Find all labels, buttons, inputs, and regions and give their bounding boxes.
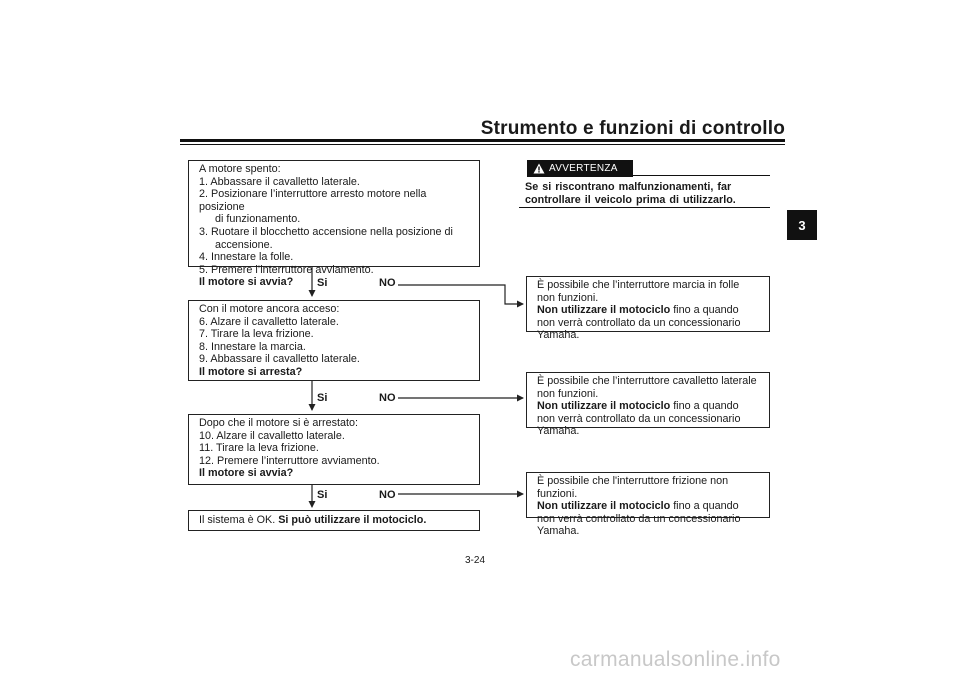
yes-label-1: Si [317,277,328,289]
step-line: 2. Posizionare l’interruttore arresto motore nella posizione [199,188,427,213]
fault-rest: fino a quando non verrà controllato da un concessionario Yamaha. [537,400,741,438]
step-line: 4. Innestare la folle. [199,251,294,264]
step-line: accensione. [215,238,273,251]
fault-text: È possibile che l'interruttore frizione non funzioni. [537,475,729,500]
fault-box-3 [526,472,770,538]
fault-box-2 [526,372,770,438]
step-line: 1. Abbassare il cavalletto laterale. [199,175,360,188]
step-line: 7. Tirare la leva frizione. [199,328,314,341]
step-line: 12. Premere l’interruttore avviamento. [199,454,380,467]
step-question: Il motore si arresta? [199,365,303,378]
step-line: 11. Tirare la leva frizione. [199,442,319,455]
warning-text: Se si riscontrano malfunzionamenti, far controllare il veicolo prima di utilizzarlo. [525,181,736,206]
fault-warning-bold: Non utilizzare il motociclo [537,500,671,513]
result-bold: Si può utilizzare il motociclo. [278,514,427,527]
fault-warning-bold: Non utilizzare il motociclo [537,400,671,413]
warning-label: AVVERTENZA [549,163,618,174]
yes-label-2: Si [317,392,328,404]
warning-triangle-icon [533,163,545,174]
step-line: 8. Innestare la marcia. [199,340,306,353]
no-label-1: NO [379,277,396,289]
fault-rest: fino a quando non verrà controllato da un concessionario Yamaha. [537,304,741,342]
warning-rule-bottom [519,207,770,208]
step-line: 5. Premere l’interruttore avviamento. [199,263,374,276]
warning-rule-top [633,175,770,176]
step-line: Dopo che il motore si è arrestato: [199,417,359,429]
watermark: carmanualsonline.info [570,648,781,671]
page-title: Strumento e funzioni di controllo [480,118,785,139]
flow-result-ok-box [188,510,480,531]
step-line: 3. Ruotare il blocchetto accensione nella posizione di [199,225,453,238]
step-line: Con il motore ancora acceso: [199,303,340,315]
warning-badge [527,160,633,177]
fault-box-1 [526,276,770,342]
step-line: di funzionamento. [215,213,301,226]
page-number: 3-24 [465,555,486,566]
step-question: Il motore si avvia? [199,276,294,289]
fault-text: È possibile che l’interruttore marcia in folle non funzioni. [537,279,740,304]
fault-warning-bold: Non utilizzare il motociclo [537,304,671,317]
yes-label-3: Si [317,489,328,501]
step-line: A motore spento: [199,163,281,175]
no-label-2: NO [379,392,396,404]
fault-rest: fino a quando non verrà controllato da un concessionario Yamaha. [537,500,741,538]
step-line: 9. Abbassare il cavalletto laterale. [199,353,360,366]
step-question: Il motore si avvia? [199,467,294,480]
flow-step-box-3 [188,414,480,485]
step-line: 6. Alzare il cavalletto laterale. [199,315,339,328]
step-line: 10. Alzare il cavalletto laterale. [199,429,345,442]
flow-step-box-2 [188,300,480,381]
fault-text: È possibile che l’interruttore cavalletto laterale non funzioni. [537,375,757,400]
no-label-3: NO [379,489,396,501]
chapter-tab: 3 [787,210,817,240]
result-text: Il sistema è OK. [199,514,276,527]
